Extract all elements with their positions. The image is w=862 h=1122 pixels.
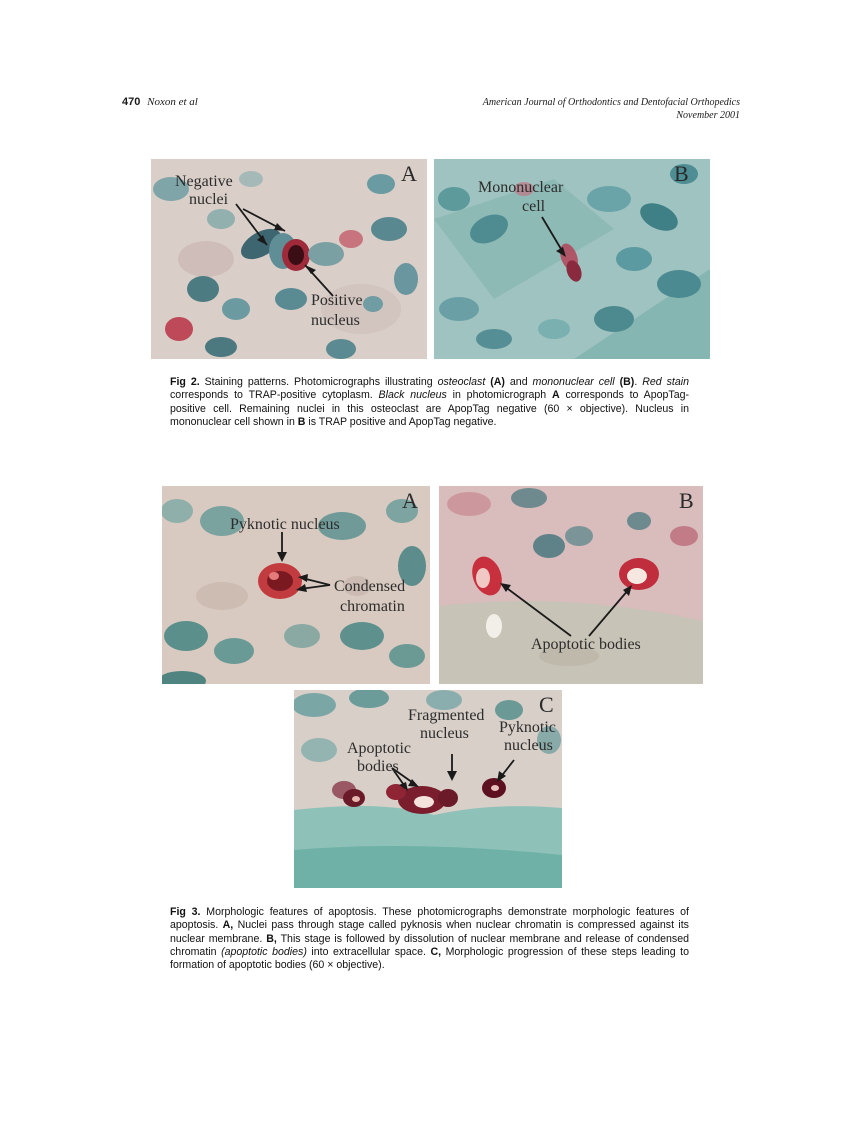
fig3c-label-frag-line1: Fragmented — [408, 707, 485, 724]
fig2b-label-mono-line2: cell — [522, 198, 546, 215]
fig3-caption-text: into extracellular space. — [306, 945, 431, 958]
issue-date: November 2001 — [676, 110, 740, 121]
fig2-panel-b-photo — [434, 159, 710, 359]
fig2-caption-black-nucleus: Black nucleus — [378, 389, 447, 402]
fig2-caption-text: . — [634, 376, 643, 388]
fig2-caption-text: Staining patterns. Photomicrographs illustrating — [199, 376, 438, 388]
fig3-caption — [170, 906, 689, 972]
fig3b-label-apoptotic: Apoptotic bodies — [531, 636, 641, 653]
fig2-caption — [170, 376, 689, 429]
fig3c-label-apo-line2: bodies — [357, 758, 399, 775]
fig3c-label-pyk-line2: nucleus — [504, 737, 553, 754]
fig2a-label-positive-line2: nucleus — [311, 312, 360, 329]
fig3-label: Fig 3. — [170, 906, 201, 918]
running-header — [122, 96, 740, 126]
fig2-caption-text: in photomicrograph — [446, 389, 552, 402]
fig2-caption-ref-b: (B) — [619, 376, 635, 388]
fig3b-panel-letter: B — [679, 488, 694, 513]
fig2-panel-a-photo — [151, 159, 427, 359]
fig3-caption-ref-a: A, — [222, 919, 234, 932]
fig2a-label-positive-line1: Positive — [311, 292, 363, 309]
fig2-caption-red-stain: Red stain — [642, 376, 689, 388]
fig2a-label-negative-line1: Negative — [175, 173, 233, 190]
fig3c-label-frag-line2: nucleus — [420, 725, 469, 742]
fig2-caption-text: is TRAP positive and ApopTag negative. — [305, 415, 497, 428]
fig2-caption-ref-a2: A — [552, 389, 560, 402]
fig3-panel-c-photo — [294, 690, 562, 888]
fig3c-label-apo-line1: Apoptotic — [347, 740, 411, 757]
fig3a-label-condensed-line1: Condensed — [334, 578, 406, 595]
fig2-caption-ref-a: (A) — [490, 376, 505, 388]
fig3-caption-text: Morphologic features of apoptosis. These photomicrographs demonstrate morphologic features of apoptosis. — [170, 906, 689, 932]
fig2-caption-text: and — [504, 376, 533, 388]
fig2a-panel-letter: A — [401, 161, 417, 186]
fig3c-label-pyk-line1: Pyknotic — [499, 719, 556, 736]
fig3c-panel-letter: C — [539, 692, 554, 717]
fig2a-label-negative-line2: nuclei — [189, 191, 229, 208]
fig3a-label-condensed-line2: chromatin — [340, 598, 405, 615]
journal-title: American Journal of Orthodontics and Dentofacial Orthopedics — [482, 97, 740, 108]
fig3a-panel-letter: A — [402, 488, 418, 513]
fig3-caption-apoptotic-bodies: (apoptotic bodies) — [221, 945, 307, 958]
fig3-panel-b-photo — [439, 486, 703, 684]
header-right — [483, 96, 740, 122]
fig3-caption-ref-c: C, — [430, 945, 442, 958]
fig3-panel-a-photo — [162, 486, 430, 684]
fig3-caption-text: Morphologic progression of these steps leading to formation of apoptotic bodies (60 × objective). — [170, 945, 689, 972]
fig3a-label-pyknotic: Pyknotic nucleus — [230, 516, 340, 533]
fig2b-label-mono-line1: Mononuclear — [478, 179, 564, 196]
fig2-caption-osteoclast: osteoclast — [437, 376, 486, 388]
fig3-caption-ref-b: B, — [266, 932, 277, 945]
fig3-caption-text: Nuclei pass through stage called pyknosis when nuclear chromatin is compressed against its nuclear membrane. — [170, 919, 689, 945]
page-number: 470 — [122, 96, 141, 108]
fig2-label: Fig 2. — [170, 376, 200, 388]
fig2-caption-text: corresponds to ApopTag-positive cell. Remaining nuclei in this osteoclast are ApopTag negative (60 × objective). Nucleus in mononuclear cell shown in — [170, 389, 690, 428]
fig2b-panel-letter: B — [674, 161, 689, 186]
fig2-caption-ref-b2: B — [297, 415, 306, 428]
author-line: Noxon et al — [147, 96, 198, 108]
fig3-caption-text: This stage is followed by dissolution of nuclear membrane and release of condensed chromatin — [170, 932, 689, 958]
fig2-caption-mono: mononuclear cell — [532, 376, 615, 388]
header-left — [122, 96, 198, 108]
fig2-caption-text: corresponds to TRAP-positive cytoplasm. — [170, 389, 379, 402]
